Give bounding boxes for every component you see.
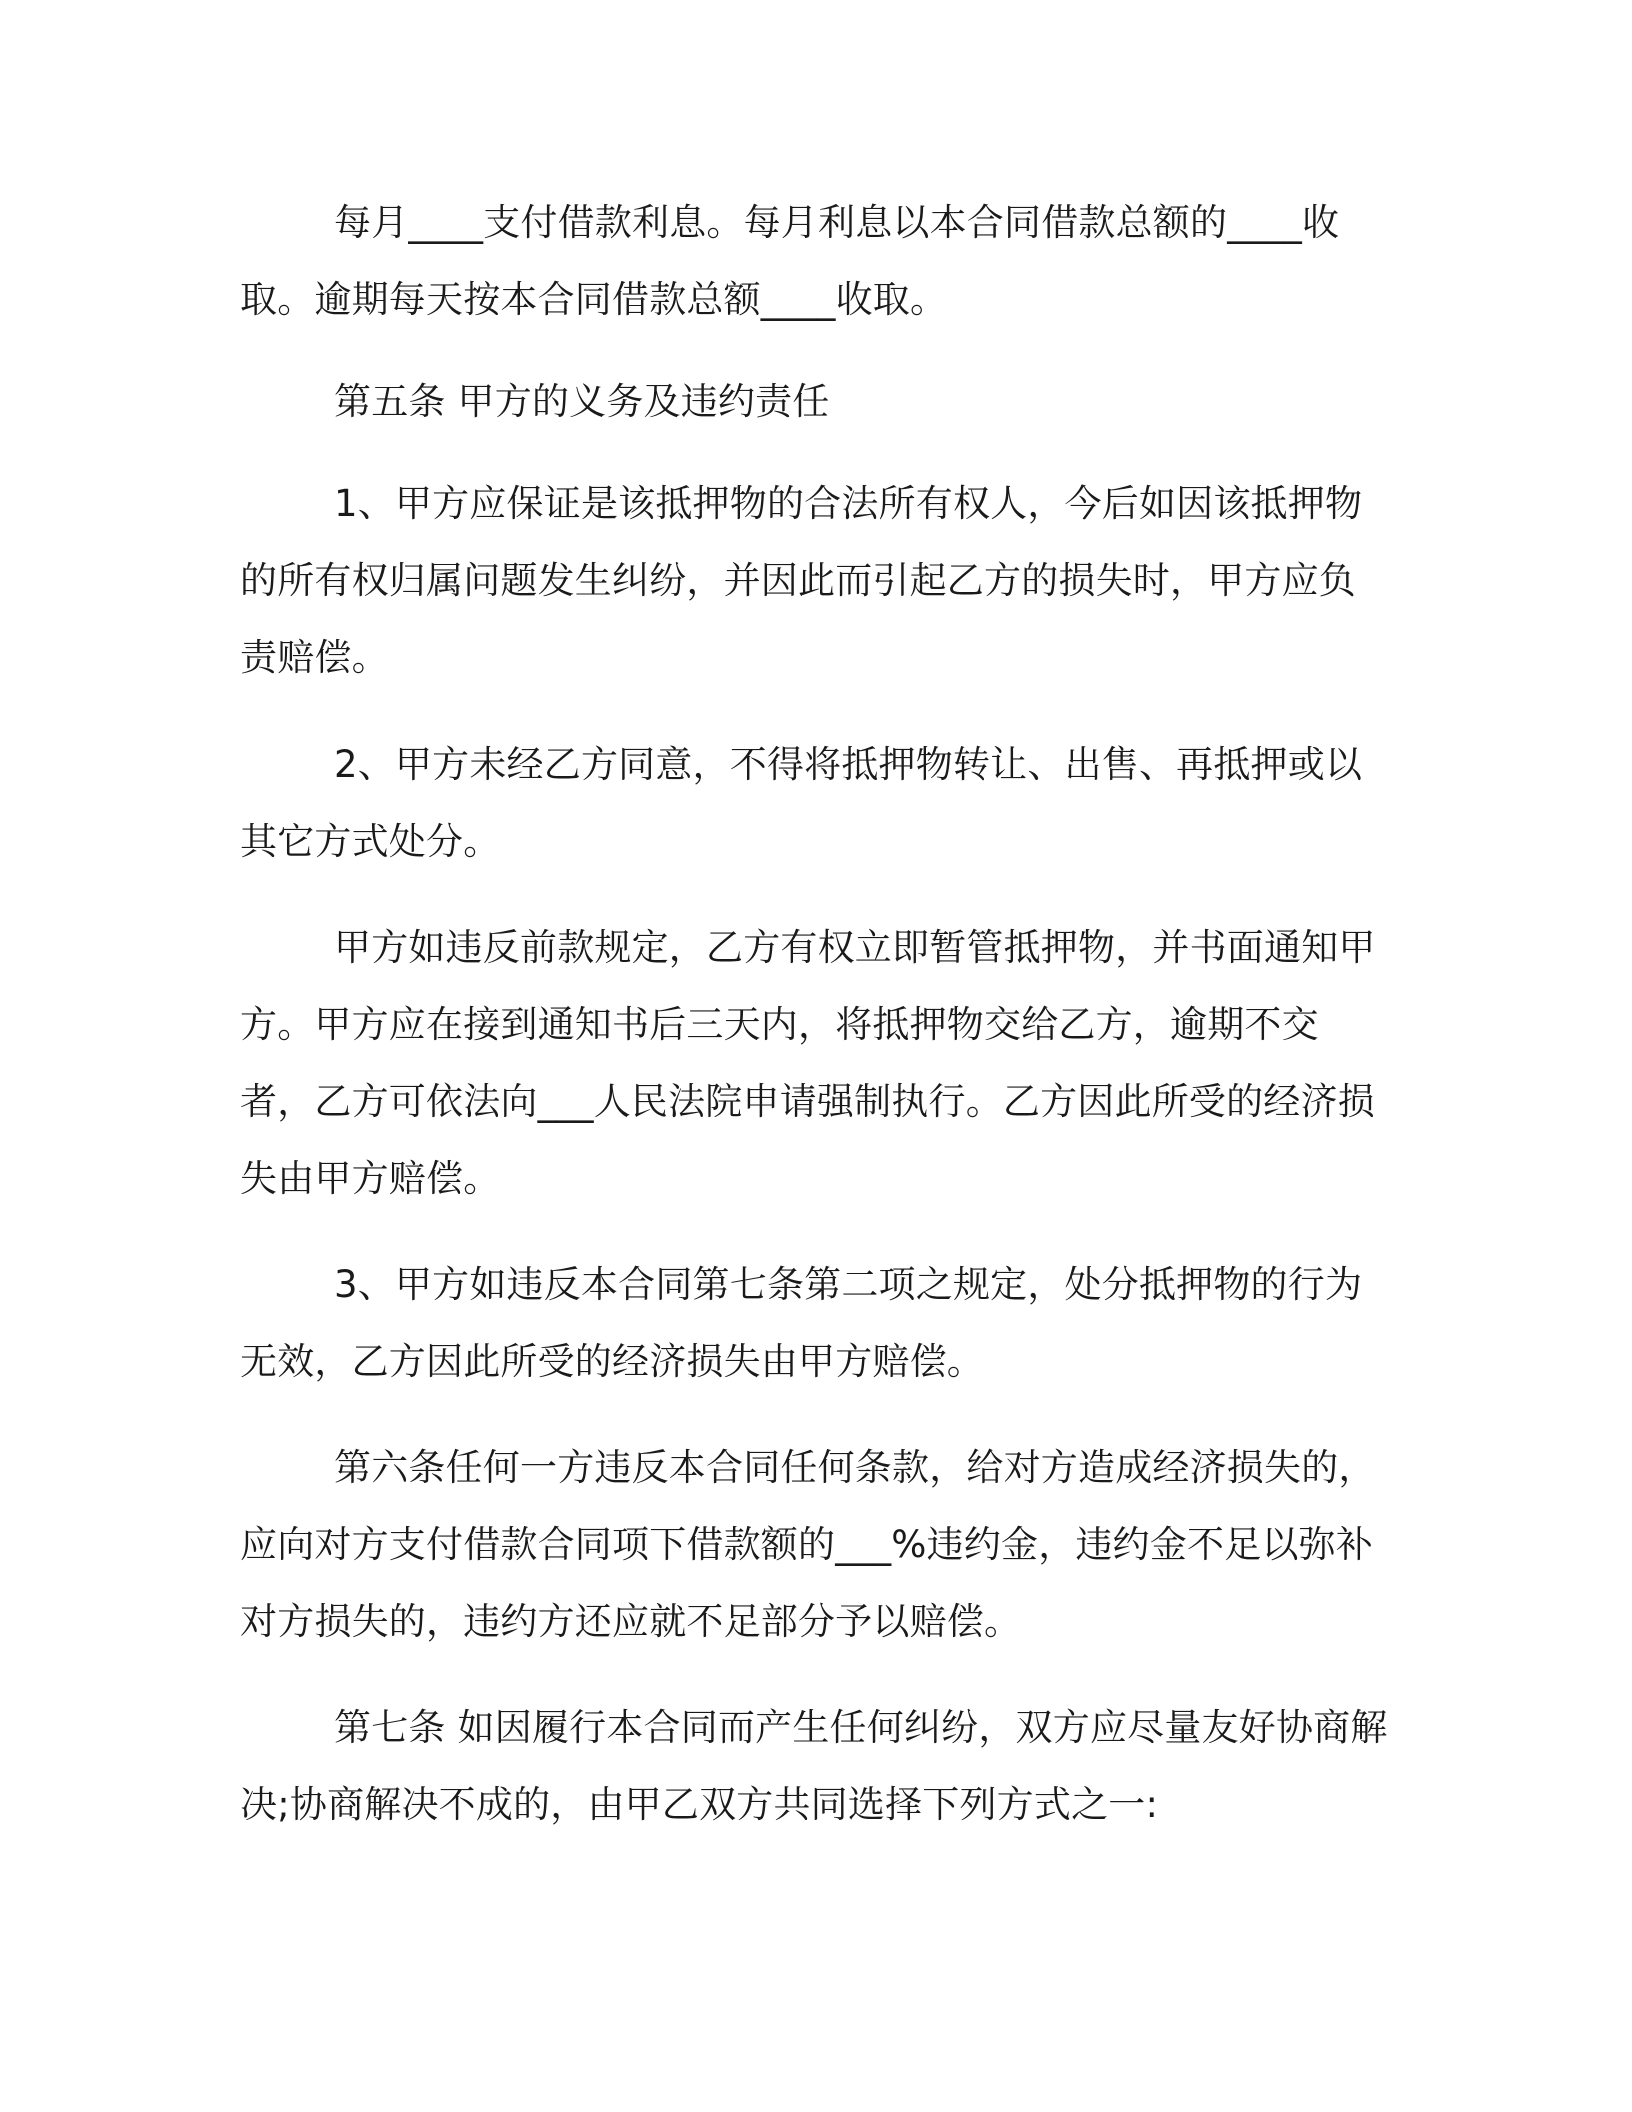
paragraph-breach-of-clause-2: 甲方如违反前款规定，乙方有权立即暂管抵押物，并书面通知甲方。甲方应在接到通知书后三天内，将抵押物交给乙方，逾期不交者，乙方可依法向___人民法院申请强制执行。乙方因此所受的经济损失由甲方赔偿。 [240,926,1376,1200]
paragraph-article-6: 第六条任何一方违反本合同任何条款，给对方造成经济损失的，应向对方支付借款合同项下借款额的___%违约金，违约金不足以弥补对方损失的，违约方还应就不足部分予以赔偿。 [240,1446,1376,1643]
paragraph-clause-1: 1、甲方应保证是该抵押物的合法所有权人，今后如因该抵押物的所有权归属问题发生纠纷，并因此而引起乙方的损失时，甲方应负责赔偿。 [240,482,1363,679]
paragraph-article-7: 第七条 如因履行本合同而产生任何纠纷，双方应尽量友好协商解决;协商解决不成的，由甲乙双方共同选择下列方式之一: [240,1706,1388,1826]
heading-article-5: 第五条 甲方的义务及违约责任 [334,380,830,423]
paragraph-clause-3: 3、甲方如违反本合同第七条第二项之规定，处分抵押物的行为无效，乙方因此所受的经济损失由甲方赔偿。 [240,1263,1363,1383]
paragraph-interest-payment: 每月____支付借款利息。每月利息以本合同借款总额的____收取。逾期每天按本合同借款总额____收取。 [240,201,1340,321]
document-body [240,184,1390,1843]
paragraph-clause-2: 2、甲方未经乙方同意，不得将抵押物转让、出售、再抵押或以其它方式处分。 [240,743,1363,863]
